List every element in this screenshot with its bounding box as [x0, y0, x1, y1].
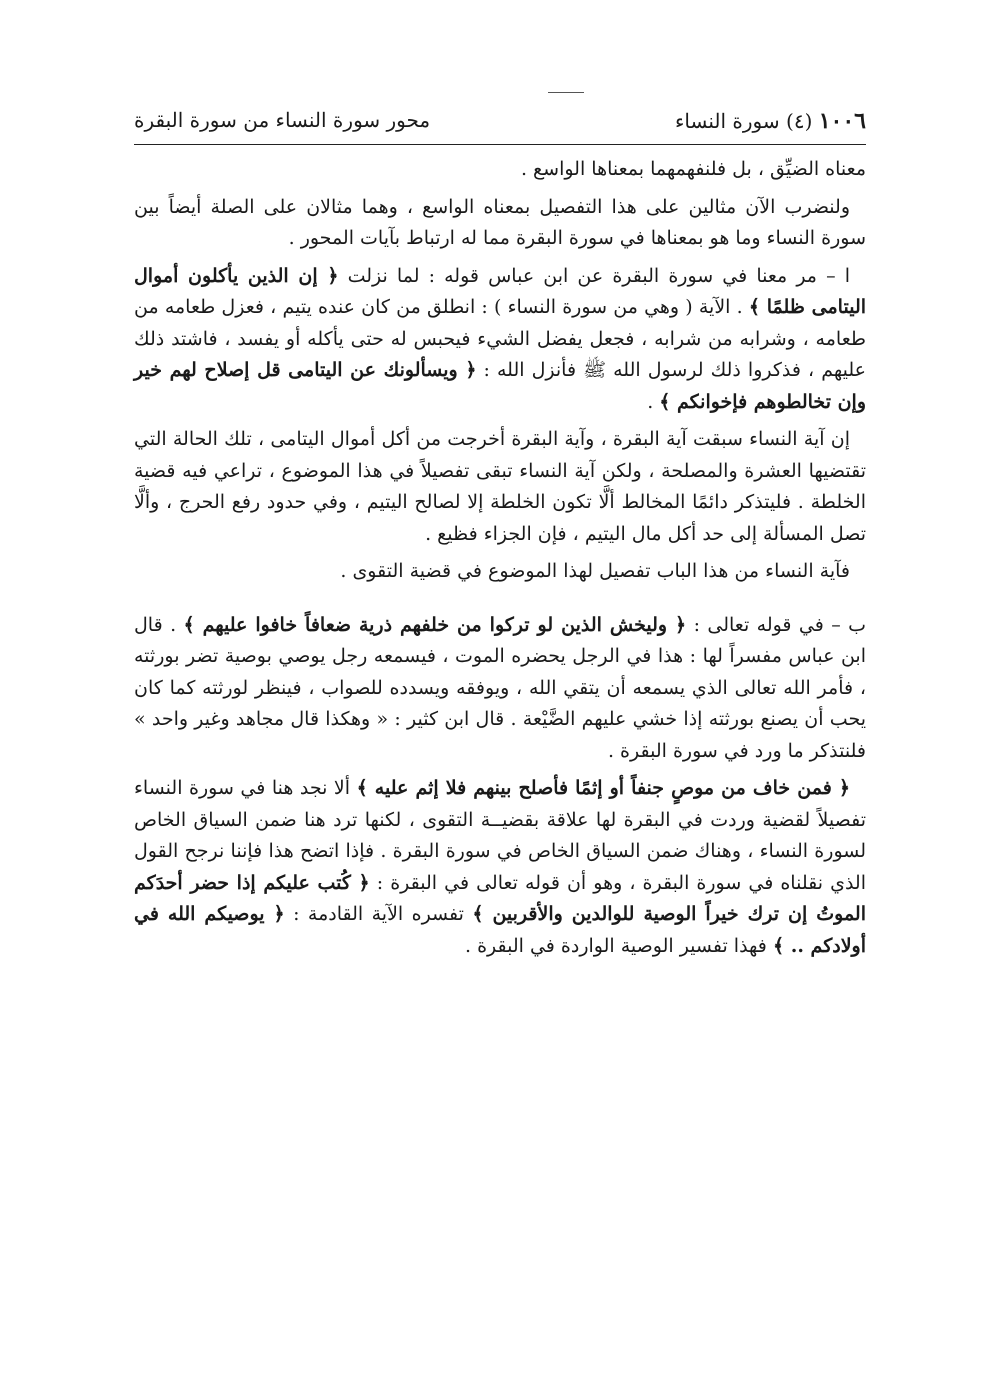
quran-verse-4: ﴿ فمن خاف من موصٍ جنفاً أو إثمًا فأصلح بينهم فلا إثم عليه ﴾	[356, 777, 851, 799]
quran-verse-6: ﴿ يوصيكم الله في أولادكم .. ﴾	[134, 903, 866, 957]
paragraph-3-text-c: .	[647, 390, 654, 413]
paragraph-5: فآية النساء من هذا الباب تفصيل لهذا الموضوع في قضية التقوى .	[340, 560, 850, 582]
header-rule	[134, 144, 866, 145]
paragraph-6	[134, 610, 866, 768]
paragraph-7	[134, 773, 866, 962]
body-text	[134, 154, 866, 968]
paragraph-7-text-a: ألا نجد هنا في سورة النساء تفصيلاً لقضية وردت في البقرة لها علاقة بقضيــة التقوى ، لكنها ترد هنا ضمن السياق الخاص لسورة النساء ، وهناك ضمن السياق الخاص في سورة البقرة . فإذا اتضح هذا فإننا نرجح القول الذي نقلناه في سورة البقرة ، وهو أن قوله تعالى في البقرة :	[134, 777, 866, 894]
quran-verse-2: ﴿ ويسألونك عن اليتامى قل إصلاح لهم خير وإن تخالطوهم فإخوانكم ﴾	[134, 359, 866, 413]
quran-verse-1: ﴿ إن الذين يأكلون أموال اليتامى ظلمًا ﴾	[134, 264, 867, 318]
page-mark	[548, 92, 584, 93]
paragraph-6-text-a: ب – في قوله تعالى :	[693, 613, 866, 636]
paragraph-7-text-b: تفسره الآية القادمة :	[293, 903, 464, 925]
section-label: (٤) سورة النساء	[675, 109, 813, 133]
running-title: محور سورة النساء من سورة البقرة	[134, 108, 431, 132]
header-right	[675, 108, 866, 134]
quran-verse-3: ﴿ وليخش الذين لو تركوا من خلفهم ذرية ضعافاً خافوا عليهم ﴾	[183, 613, 687, 636]
paragraph-7-text-c: فهذا تفسير الوصية الواردة في البقرة .	[465, 934, 767, 957]
paragraph-2: ولنضرب الآن مثالين على هذا التفصيل بمعناه الواسع ، وهما مثالان على الصلة أيضاً بين سورة النساء وما هو بمعناها في سورة البقرة مما له ارتباط بآيات المحور .	[134, 195, 866, 249]
paragraph-4: إن آية النساء سبقت آية البقرة ، وآية البقرة أخرجت من أكل أموال اليتامى ، تلك الحالة التي تقتضيها العشرة والمصلحة ، ولكن آية النساء تبقى تفصيلاً في هذا الموضوع ، تراعي فيه قضية الخلطة . فليتذكر دائمًا المخالط ألَّا تكون الخلطة إلا لصالح اليتيم ، وفي حدود رفع الحرج ، وألَّا تصل المسألة إلى حد أكل مال اليتيم ، فإن الجزاء فظيع .	[134, 428, 866, 545]
paragraph-3-text-a: ا – مر معنا في سورة البقرة عن ابن عباس قوله : لما نزلت	[347, 264, 850, 287]
paragraph-1: معناه الضيِّق ، بل فلنفهمهما بمعناها الواسع .	[520, 158, 866, 180]
quran-verse-5: ﴿ كُتب عليكم إذا حضر أحدَكم الموتُ إن ترك خيراً الوصية للوالدين والأقربين ﴾	[134, 871, 866, 925]
paragraph-3-text-b: . الآية ( وهي من سورة النساء ) : انطلق من كان عنده يتيم ، فعزل طعامه من طعامه ، وشرابه من شرابه ، فجعل يفضل الشيء فيحبس له حتى يأكله أو يفسد ، فاشتد ذلك عليهم ، فذكروا ذلك لرسول الله ﷺ فأنزل الله :	[134, 296, 866, 381]
page-header	[134, 104, 866, 144]
paragraph-6-text-b: . قال ابن عباس مفسراً لها : هذا في الرجل يحضره الموت ، فيسمعه رجل يوصي بوصية تضر بورثته ، فأمر الله تعالى الذي يسمعه أن يتقي الله ، ويوفقه ويسدده للصواب ، فينظر لورثته كما كان يحب أن يصنع بورثته إذا خشي عليهم الضَّيْعة . قال ابن كثير : « وهكذا قال مجاهد وغير واحد » فلنتذكر ما ورد في سورة البقرة .	[134, 613, 866, 762]
paragraph-3	[134, 261, 866, 419]
page-number: ١٠٠٦	[818, 108, 866, 134]
